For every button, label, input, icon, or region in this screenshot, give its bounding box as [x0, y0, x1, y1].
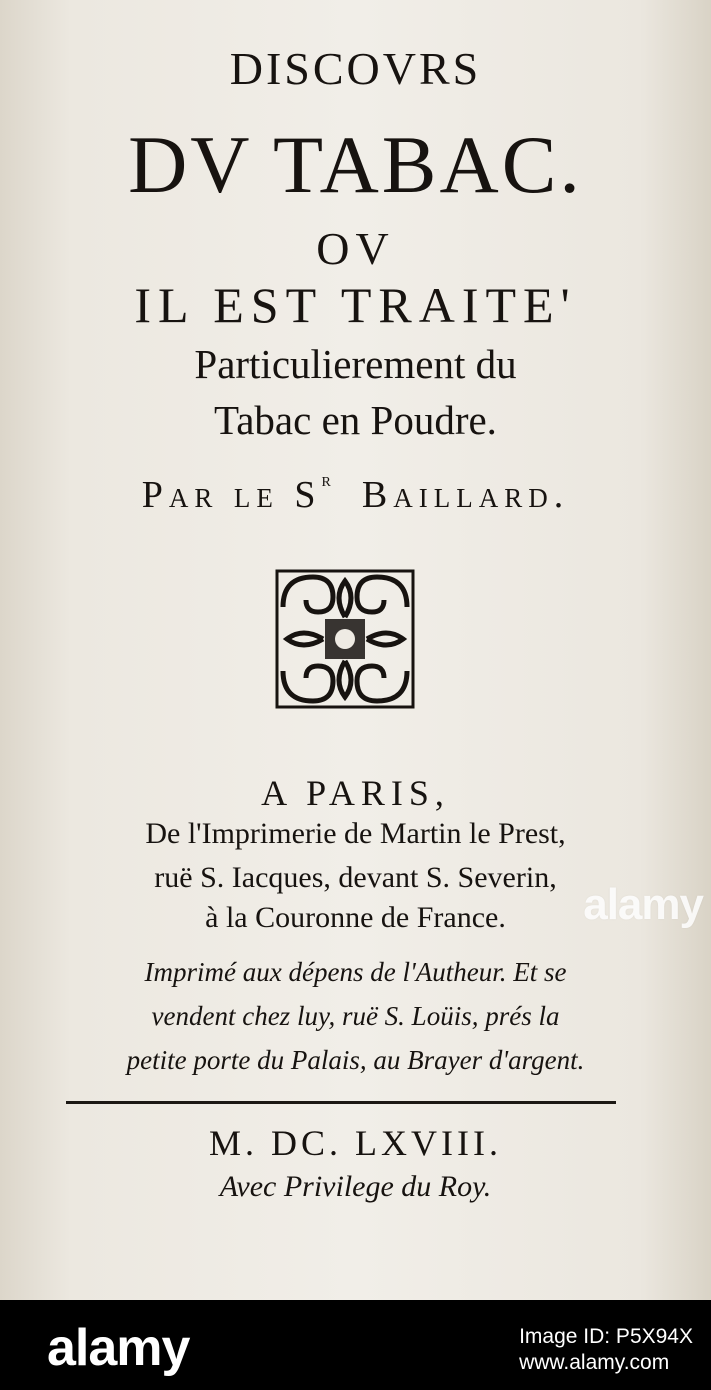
title-line-particulierement: Particulierement du — [194, 341, 517, 387]
title-line-tabac-en-poudre: Tabac en Poudre. — [214, 397, 497, 443]
title-line-discours: DISCOVRS — [229, 43, 482, 94]
publication-year: M. DC. LXVIII. — [209, 1123, 502, 1163]
image-id: Image ID: P5X94X — [519, 1325, 693, 1348]
sale-notice-line-1: Imprimé aux dépens de l'Autheur. Et se — [144, 957, 567, 987]
title-line-ou: OV — [316, 223, 395, 274]
alamy-logo: alamy — [47, 1319, 190, 1377]
title-line-du-tabac: DV TABAC. — [128, 119, 583, 210]
imprint-city: A PARIS, — [261, 773, 450, 813]
sale-notice-line-3: petite porte du Palais, au Brayer d'argent. — [126, 1045, 585, 1075]
printers-ornament — [273, 567, 417, 711]
author-name: Baillard. — [361, 474, 570, 516]
alamy-watermark: alamy — [583, 880, 703, 929]
imprint-printer-line-1: De l'Imprimerie de Martin le Prest, — [145, 817, 566, 850]
author-line — [0, 469, 711, 517]
horizontal-rule — [66, 1101, 616, 1104]
author-prefix: Par le S — [141, 474, 322, 516]
imprint-printer-line-2: ruë S. Iacques, devant S. Severin, — [154, 861, 557, 894]
title-line-il-est-traite: IL EST TRAITE' — [134, 277, 577, 333]
sale-notice-line-2: vendent chez luy, ruë S. Loüis, prés la — [151, 1001, 560, 1031]
imprint-printer-line-3: à la Couronne de France. — [205, 901, 506, 934]
author-superscript: r — [321, 469, 331, 491]
site-url: www.alamy.com — [519, 1351, 670, 1374]
royal-privilege: Avec Privilege du Roy. — [219, 1170, 492, 1203]
stock-image-info — [519, 1324, 693, 1376]
